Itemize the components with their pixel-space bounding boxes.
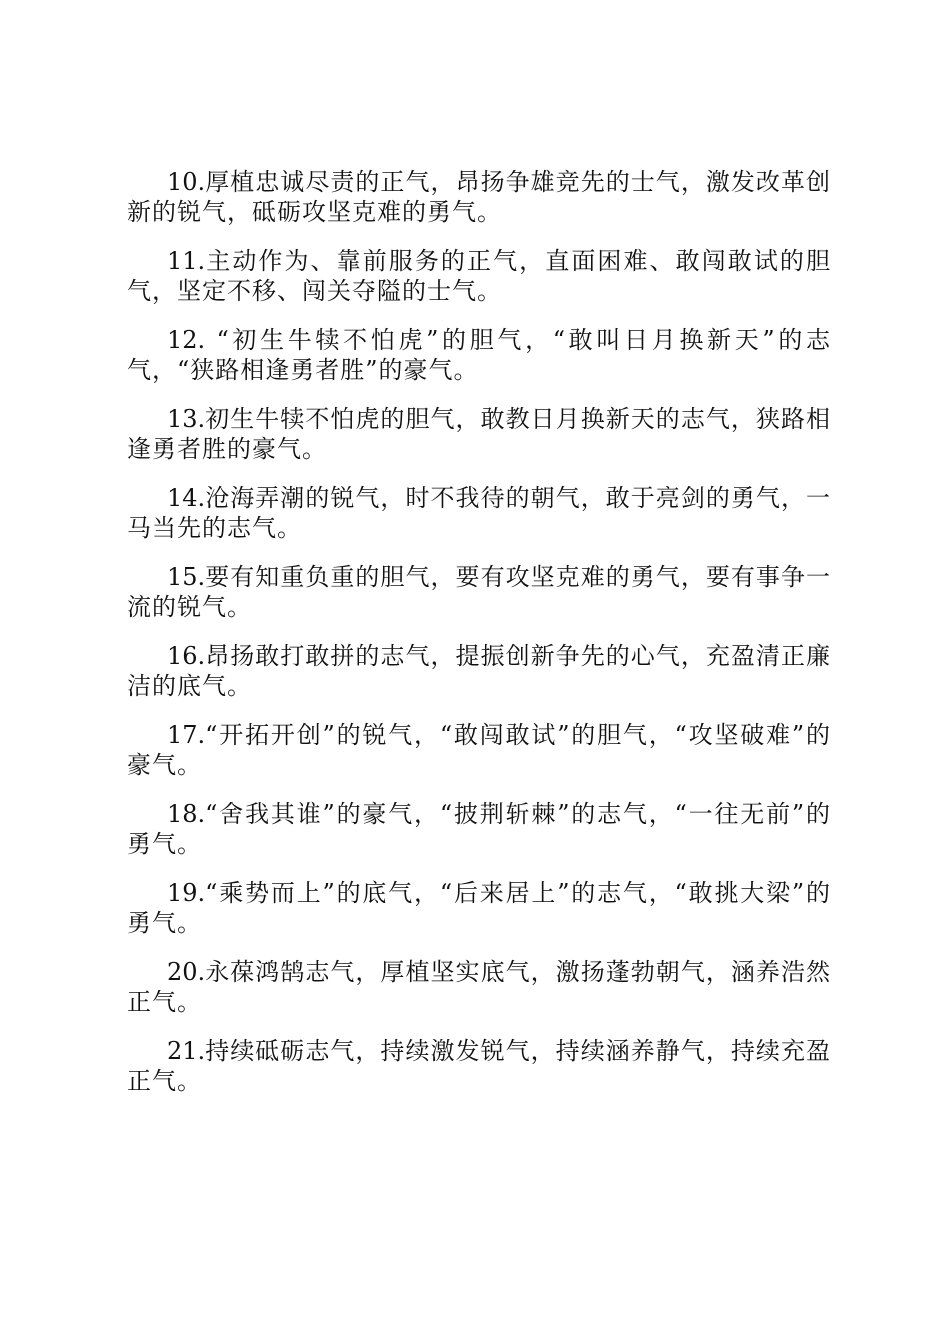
paragraph-text: 要有知重负重的胆气，要有攻坚克难的勇气，要有事争一流的锐气。 <box>127 563 831 621</box>
paragraph-number: 13. <box>167 405 206 433</box>
paragraph-20 <box>127 957 831 1017</box>
paragraph-number: 12. <box>167 326 206 354</box>
paragraph-number: 15. <box>167 563 206 591</box>
paragraph-text: 初生牛犊不怕虎的胆气，敢教日月换新天的志气，狭路相逢勇者胜的豪气。 <box>127 405 831 463</box>
paragraph-text: 昂扬敢打敢拼的志气，提振创新争先的心气，充盈清正廉洁的底气。 <box>127 642 831 700</box>
paragraph-number: 11. <box>167 247 206 275</box>
paragraph-text: 永葆鸿鹄志气，厚植坚实底气，激扬蓬勃朝气，涵养浩然正气。 <box>127 958 831 1016</box>
paragraph-16 <box>127 641 831 701</box>
paragraph-number: 16. <box>167 642 206 670</box>
paragraph-18 <box>127 799 831 859</box>
paragraph-number: 21. <box>167 1037 206 1065</box>
paragraph-12 <box>127 325 831 385</box>
paragraph-19 <box>127 878 831 938</box>
paragraph-13 <box>127 404 831 464</box>
paragraph-number: 18. <box>167 800 206 828</box>
paragraph-text: 沧海弄潮的锐气，时不我待的朝气，敢于亮剑的勇气，一马当先的志气。 <box>127 484 831 542</box>
document-body <box>127 167 831 1115</box>
paragraph-14 <box>127 483 831 543</box>
paragraph-text: 厚植忠诚尽责的正气，昂扬争雄竞先的士气，激发改革创新的锐气，砥砺攻坚克难的勇气。 <box>127 168 831 226</box>
paragraph-number: 19. <box>167 879 206 907</box>
paragraph-11 <box>127 246 831 306</box>
paragraph-number: 20. <box>167 958 206 986</box>
paragraph-text: 主动作为、靠前服务的正气，直面困难、敢闯敢试的胆气，坚定不移、闯关夺隘的士气。 <box>127 247 831 305</box>
paragraph-number: 17. <box>167 721 206 749</box>
paragraph-text: “开拓开创”的锐气，“敢闯敢试”的胆气，“攻坚破难”的豪气。 <box>127 721 831 779</box>
paragraph-21 <box>127 1036 831 1096</box>
paragraph-number: 14. <box>167 484 206 512</box>
paragraph-text: “乘势而上”的底气，“后来居上”的志气，“敢挑大梁”的勇气。 <box>127 879 831 937</box>
paragraph-10 <box>127 167 831 227</box>
paragraph-number: 10. <box>167 168 206 196</box>
paragraph-text: 持续砥砺志气，持续激发锐气，持续涵养静气，持续充盈正气。 <box>127 1037 831 1095</box>
paragraph-text: “舍我其谁”的豪气，“披荆斩棘”的志气，“一往无前”的勇气。 <box>127 800 831 858</box>
paragraph-text: “初生牛犊不怕虎”的胆气，“敢叫日月换新天”的志气，“狭路相逢勇者胜”的豪气。 <box>127 326 831 384</box>
paragraph-15 <box>127 562 831 622</box>
paragraph-17 <box>127 720 831 780</box>
